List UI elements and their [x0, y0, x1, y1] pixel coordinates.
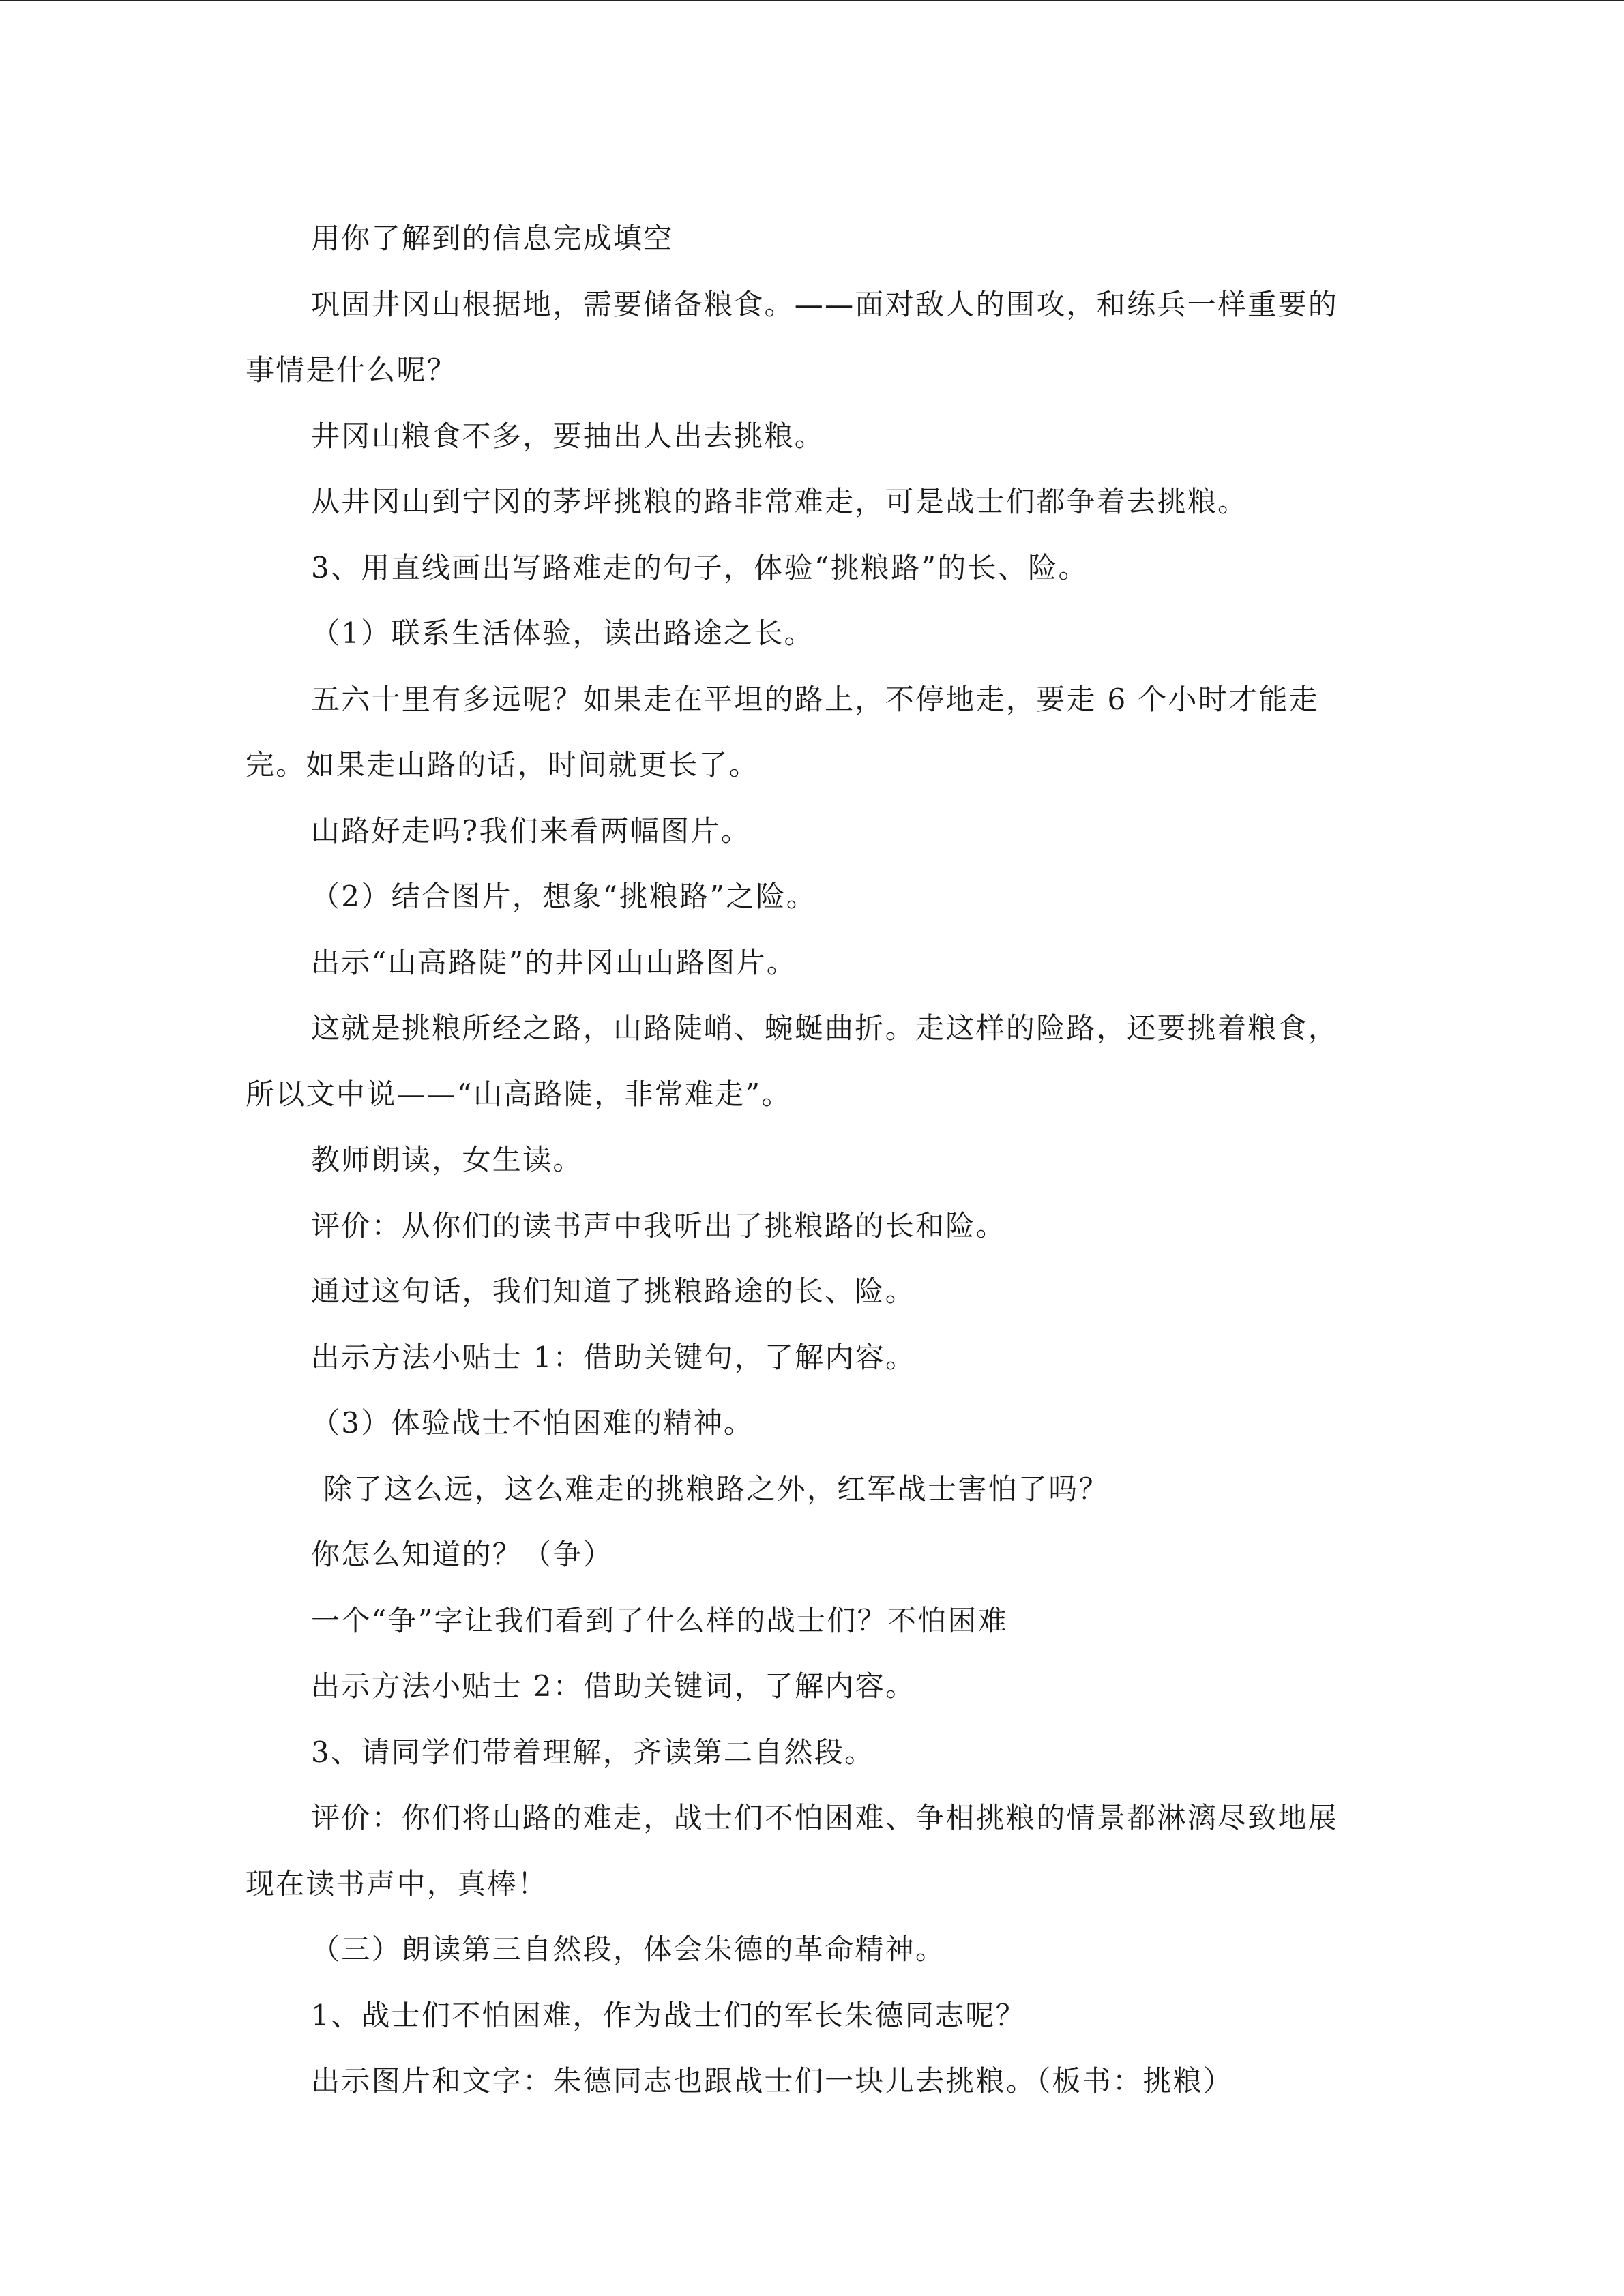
paragraph: 评价：你们将山路的难走，战士们不怕困难、争相挑粮的情景都淋漓尽致地展现在读书声中，真棒！	[246, 1801, 1339, 1900]
paragraph: 出示“山高路陡”的井冈山山路图片。	[311, 945, 797, 979]
paragraph: 从井冈山到宁冈的茅坪挑粮的路非常难走，可是战士们都争着去挑粮。	[311, 485, 1248, 518]
paragraph: 巩固井冈山根据地，需要储备粮食。——面对敌人的围攻，和练兵一样重要的事情是什么呢？	[246, 287, 1339, 387]
paragraph: 出示方法小贴士 1：借助关键句，了解内容。	[311, 1340, 916, 1374]
paragraph: 五六十里有多远呢？如果走在平坦的路上，不停地走，要走 6 个小时才能走完。如果走山路的话，时间就更长了。	[246, 682, 1319, 781]
paragraph: 你怎么知道的？（争）	[311, 1538, 614, 1571]
paragraph: （3）体验战士不怕困难的精神。	[311, 1406, 754, 1440]
paragraph: 这就是挑粮所经之路，山路陡峭、蜿蜒曲折。走这样的险路，还要挑着粮食，所以文中说——“山高路陡，非常难走”。	[246, 1011, 1339, 1111]
paragraph: 用你了解到的信息完成填空	[311, 222, 674, 255]
paragraph: 井冈山粮食不多，要抽出人出去挑粮。	[311, 419, 825, 453]
paragraph: 通过这句话，我们知道了挑粮路途的长、险。	[311, 1274, 916, 1308]
document-body	[246, 206, 1368, 2115]
paragraph: 3、请同学们带着理解，齐读第二自然段。	[311, 1735, 875, 1769]
paragraph: 出示图片和文字：朱德同志也跟战士们一块儿去挑粮。（板书：挑粮）	[311, 2064, 1234, 2098]
paragraph: 教师朗读，女生读。	[311, 1143, 583, 1176]
paragraph: （1）联系生活体验，读出路途之长。	[311, 616, 814, 650]
paragraph: 出示方法小贴士 2：借助关键词，了解内容。	[311, 1669, 916, 1703]
paragraph: 1、战士们不怕困难，作为战士们的军长朱德同志呢？	[311, 1998, 1026, 2032]
paragraph: （2）结合图片，想象“挑粮路”之险。	[311, 880, 817, 913]
paragraph: 一个“争”字让我们看到了什么样的战士们？不怕困难	[311, 1603, 1009, 1637]
paragraph: 山路好走吗?我们来看两幅图片。	[311, 814, 752, 848]
paragraph: （三）朗读第三自然段，体会朱德的革命精神。	[311, 1933, 946, 1966]
paragraph: 3、用直线画出写路难走的句子，体验“挑粮路”的长、险。	[311, 550, 1089, 584]
paragraph: 评价：从你们的读书声中我听出了挑粮路的长和险。	[311, 1208, 1006, 1242]
paragraph: 除了这么远，这么难走的挑粮路之外，红军战士害怕了吗？	[323, 1472, 1109, 1506]
